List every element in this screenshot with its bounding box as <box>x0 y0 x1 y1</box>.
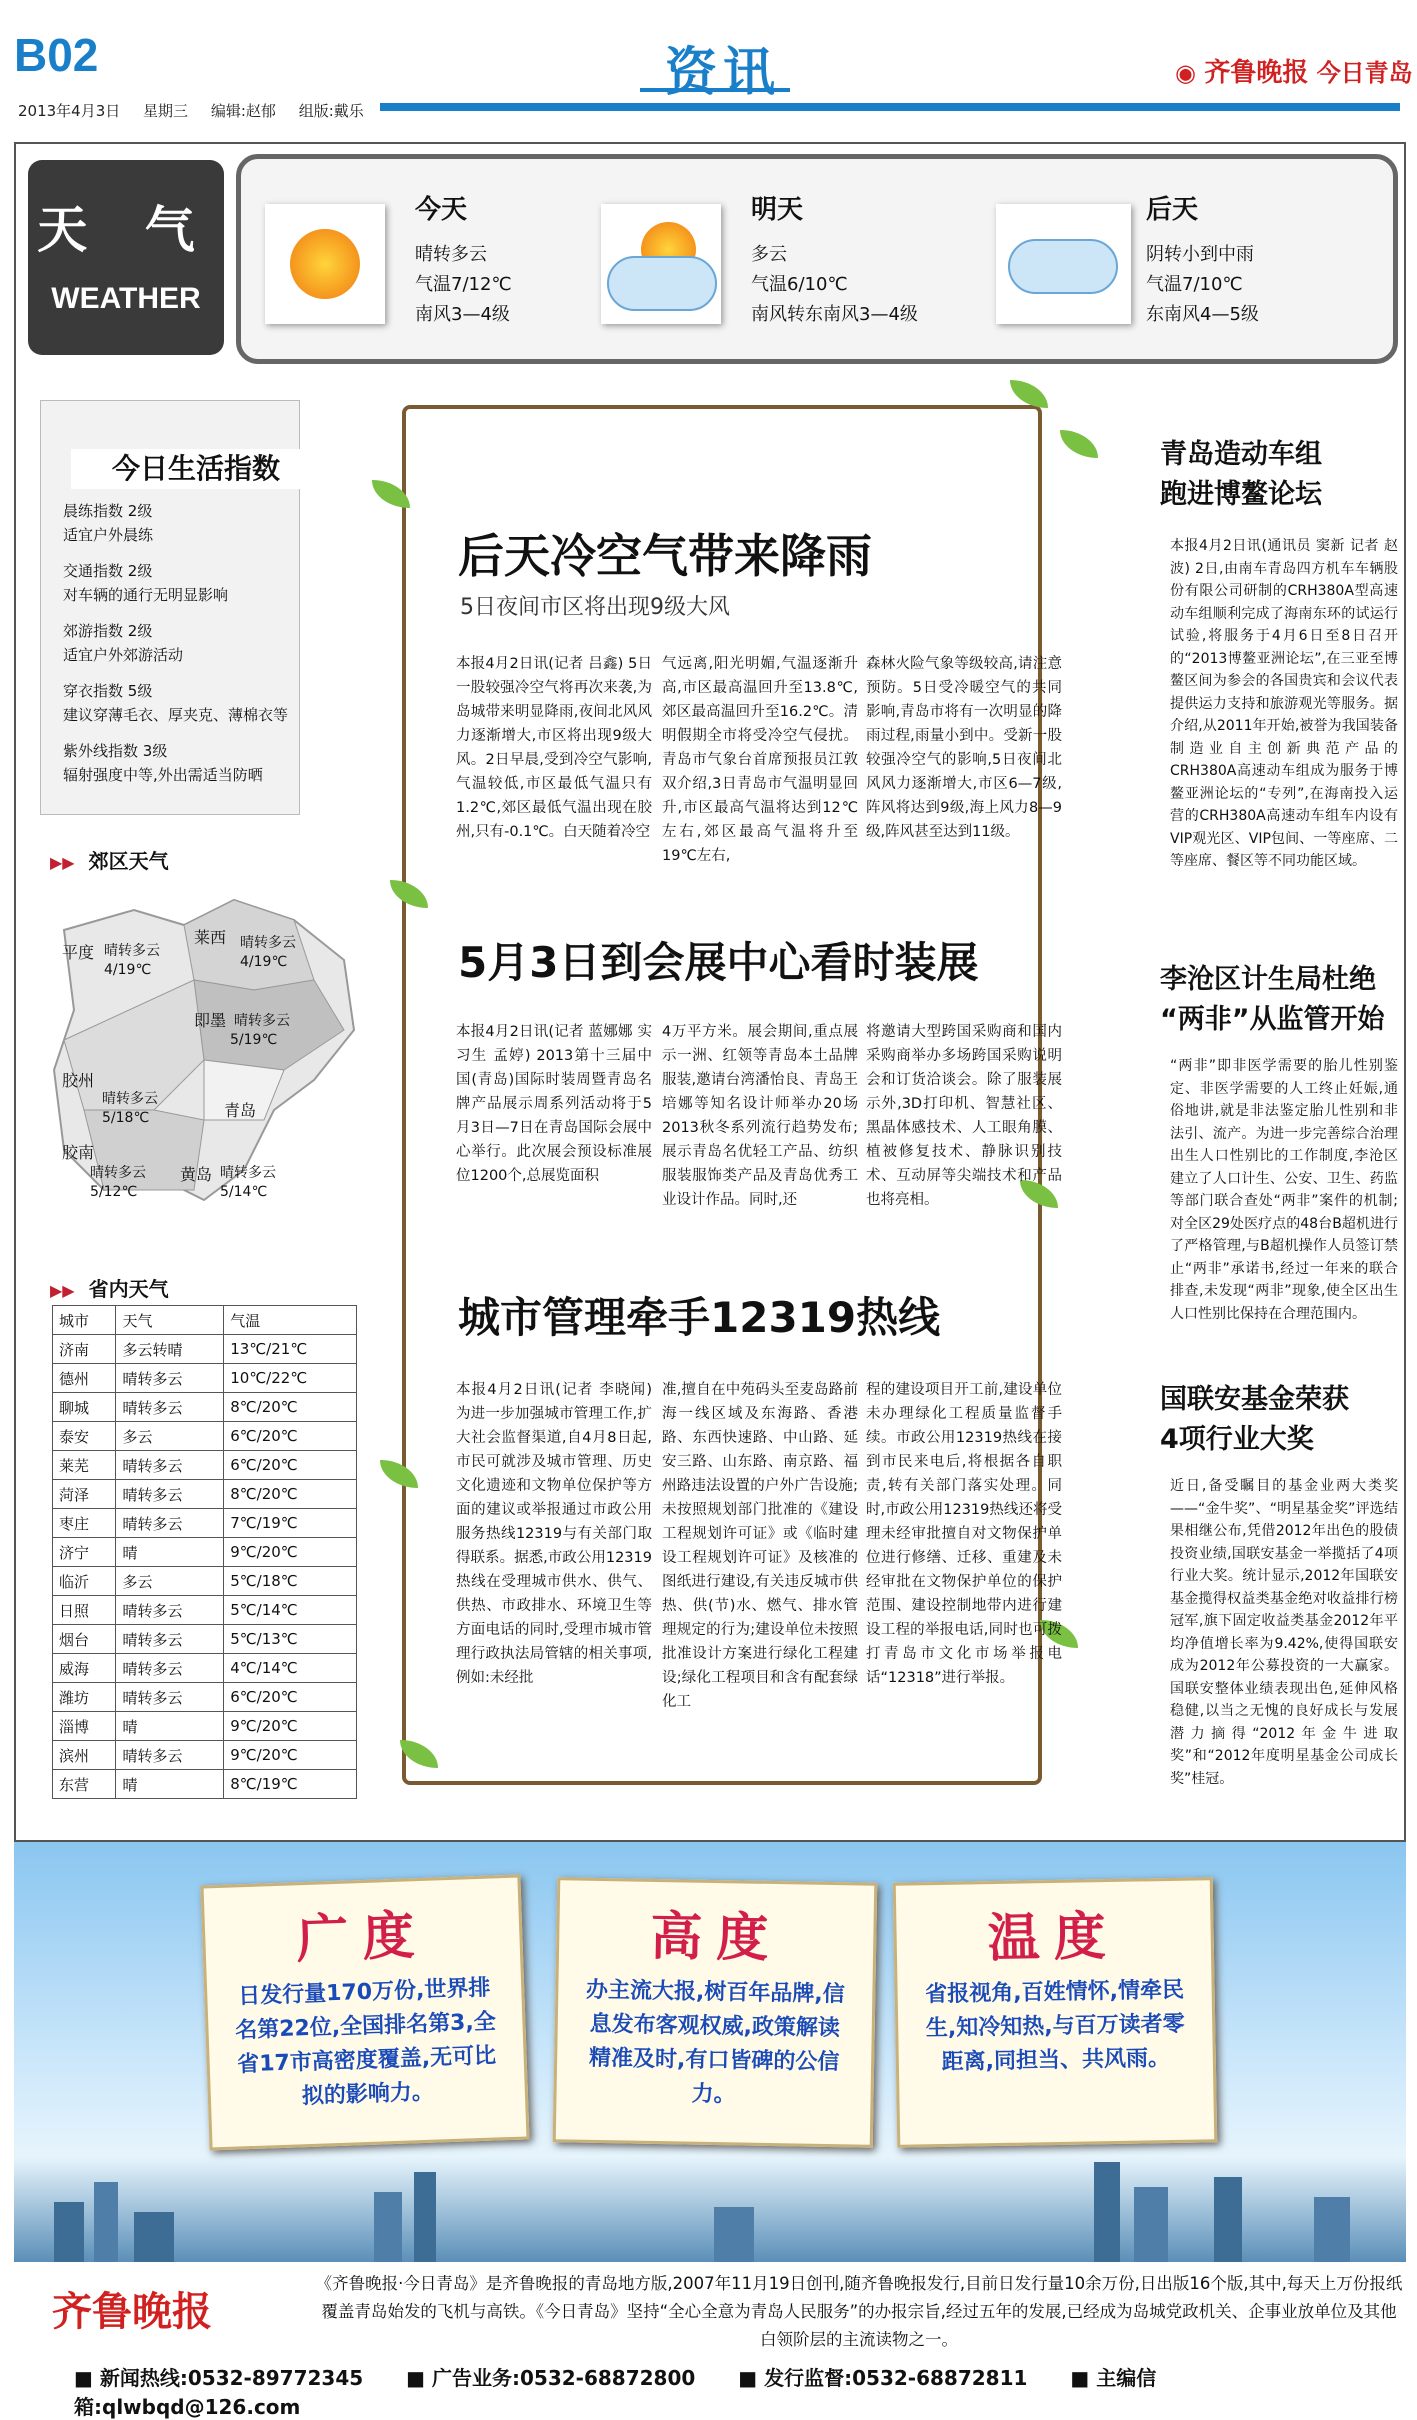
title-line: 国联安基金荣获 <box>1160 1384 1349 1415</box>
forecast-today <box>415 189 512 330</box>
section-title: 资讯 <box>665 42 782 103</box>
city-weather: 晴 <box>116 1770 224 1799</box>
city-temp: 8℃/20℃ <box>224 1480 357 1509</box>
table-row <box>53 1393 357 1422</box>
cloud-icon <box>996 204 1131 324</box>
index-desc: 建议穿薄毛衣、厚夹克、薄棉衣等 <box>63 706 289 724</box>
day-temp: 气温7/10℃ <box>1146 274 1243 295</box>
editor-email: ■ 主编信箱:qlwbqd@126.com <box>74 2366 1156 2419</box>
city-name: 莱芜 <box>53 1451 116 1480</box>
side-article-2-title <box>1160 960 1385 1040</box>
city-name: 济南 <box>53 1335 116 1364</box>
city-cond: 晴转多云 <box>240 935 296 951</box>
suburb-map <box>44 870 364 1240</box>
city-name: 德州 <box>53 1364 116 1393</box>
header-rule <box>380 103 1400 111</box>
day-condition: 晴转多云 <box>415 244 487 265</box>
city-temp: 4/19℃ <box>104 962 152 978</box>
article-2-col-2: 4万平方米。展会期间,重点展示一洲、红领等青岛本土品牌服装,邀请台湾潘怡良、青岛王培娜等知名设计师举办20场2013秋冬系列流行趋势发布;展示青岛名优轻工产品、纺织服装服饰类产品及青岛优秀工业设计作品。同时,还 <box>662 1024 858 1208</box>
table-row <box>53 1567 357 1596</box>
logo-brand: 齐鲁晚报 <box>1204 58 1309 88</box>
city-temp: 5℃/14℃ <box>224 1596 357 1625</box>
index-name: 晨练指数 <box>63 502 124 520</box>
city-temp: 6℃/20℃ <box>224 1451 357 1480</box>
city-temp: 13℃/21℃ <box>224 1335 357 1364</box>
index-level: 2级 <box>127 502 153 520</box>
city-label: 即墨 <box>194 1011 227 1030</box>
city-temp: 5/14℃ <box>220 1184 268 1200</box>
table-row <box>53 1451 357 1480</box>
title-line: “两非”从监管开始 <box>1160 1004 1385 1035</box>
index-name: 郊游指数 <box>63 622 124 640</box>
day-name: 明天 <box>751 195 804 225</box>
article-2-col-1: 本报4月2日讯(记者 蓝娜娜 实习生 孟婷) 2013第十三届中国(青岛)国际时装周暨青岛名牌产品展示周系列活动将于5月3日—7日在青岛国际会展中心举行。此次展会预设标准展位1200个,总展览面积 <box>456 1024 652 1184</box>
promo-card-warmth <box>893 1877 1218 2148</box>
life-index-card <box>40 400 300 815</box>
day-temp: 气温7/12℃ <box>415 274 512 295</box>
city-name: 泰安 <box>53 1422 116 1451</box>
article-3-col-2: 准,擅自在中苑码头至麦岛路前海一线区域及东海路、香港路、东西快速路、中山路、延安三路、山东路、南京路、福州路违法设置的户外广告设施;未按照规划部门批准的《建设工程规划许可证》或《临时建设工程规划许可证》及核准的图纸进行建设,有关违反城市供热、供(节)水、燃气、排水管理规定的行为;建设单位未按照批准设计方案进行绿化工程建设;绿化工程项目和含有配套绿化工 <box>662 1382 858 1710</box>
city-temp: 5℃/18℃ <box>224 1567 357 1596</box>
life-item <box>63 499 288 547</box>
city-name: 菏泽 <box>53 1480 116 1509</box>
article-1-col-2: 气远离,阳光明媚,气温逐渐升高,市区最高温回升至13.8℃,郊区最高温回升至16.2℃。清明假期全市将受冷空气侵扰。青岛市气象台首席预报员江敦双介绍,3日青岛市气温明显回升,市区最高气温将达到12℃左右,郊区最高气温将升至19℃左右, <box>662 656 858 864</box>
city-cond: 晴转多云 <box>102 1091 158 1107</box>
article-1-title: 后天冷空气带来降雨 <box>458 529 872 583</box>
city-name: 潍坊 <box>53 1683 116 1712</box>
city-name: 济宁 <box>53 1538 116 1567</box>
city-weather: 多云 <box>116 1422 224 1451</box>
city-weather: 晴转多云 <box>116 1509 224 1538</box>
table-row <box>53 1596 357 1625</box>
table-row <box>53 1422 357 1451</box>
table-row <box>53 1480 357 1509</box>
footer-about: 《齐鲁晚报·今日青岛》是齐鲁晚报的青岛地方版,2007年11月19日创刊,随齐鲁晚报发行,目前日发行量10余万份,日出版16个版,其中,每天上万份报纸覆盖青岛始发的飞机与高铁。《今日青岛》坚持“全心全意为青岛人民服务”的办报宗旨,经过五年的发展,已经成为岛城党政机关、企事业放单位及其他白领阶层的主流读物之一。 <box>315 2274 1403 2349</box>
forecast-tomorrow <box>751 189 918 330</box>
city-weather: 晴转多云 <box>116 1480 224 1509</box>
city-weather: 多云转晴 <box>116 1335 224 1364</box>
index-name: 交通指数 <box>63 562 124 580</box>
index-level: 2级 <box>127 622 153 640</box>
index-desc: 适宜户外晨练 <box>63 526 154 544</box>
day-temp: 气温6/10℃ <box>751 274 848 295</box>
day-name: 今天 <box>415 195 468 225</box>
side-article-3-title <box>1160 1380 1349 1460</box>
index-desc: 对车辆的通行无明显影响 <box>63 586 229 604</box>
table-row <box>53 1683 357 1712</box>
card-title: 温度 <box>987 1905 1121 1970</box>
city-name: 烟台 <box>53 1625 116 1654</box>
index-name: 紫外线指数 <box>63 742 139 760</box>
article-2-col-3: 将邀请大型跨国采购商和国内采购商举办多场跨国采购说明会和订货洽谈会。除了服装展示外,3D打印机、智慧社区、黑晶体感技术、人工眼角膜、植被修复技术、静脉识别技术、互动屏等尖端技术和产品也将亮相。 <box>866 1024 1062 1208</box>
distribution-hotline: ■ 发行监督:0532-68872811 <box>738 2366 1027 2390</box>
life-item <box>63 619 288 667</box>
city-weather: 晴转多云 <box>116 1683 224 1712</box>
col-temp: 气温 <box>224 1306 357 1335</box>
col-weather: 天气 <box>116 1306 224 1335</box>
day-wind: 南风3—4级 <box>415 304 510 325</box>
city-name: 淄博 <box>53 1712 116 1741</box>
issue-meta <box>18 100 382 121</box>
city-temp: 5/18℃ <box>102 1110 150 1126</box>
city-temp: 8℃/20℃ <box>224 1393 357 1422</box>
city-temp: 9℃/20℃ <box>224 1538 357 1567</box>
table-row <box>53 1654 357 1683</box>
side-article-2-body: “两非”即非医学需要的胎儿性别鉴定、非医学需要的人工终止妊娠,通俗地讲,就是非法鉴定胎儿性别和非法引、流产。为进一步完善综合治理出生人口性别比的工作制度,李沧区建立了人口计生、公安、卫生、药监等部门联合查处“两非”案件的机制;对全区29处医疗点的48台B超机进行了严格管理,与B超机操作人员签订禁止“两非”承诺书,经过一年来的联合排查,未发现“两非”现象,使全区出生人口性别比保持在合理范围内。 <box>1170 1058 1398 1322</box>
day-wind: 东南风4—5级 <box>1146 304 1259 325</box>
article-1-subtitle: 5日夜间市区将出现9级大风 <box>460 595 730 620</box>
weather-title-en: WEATHER <box>51 282 201 315</box>
city-weather: 晴转多云 <box>116 1364 224 1393</box>
side-article-1-title <box>1160 435 1322 515</box>
article-2-title: 5月3日到会展中心看时装展 <box>458 938 979 987</box>
city-weather: 晴转多云 <box>116 1393 224 1422</box>
article-3-col-3: 程的建设项目开工前,建设单位未办理绿化工程质量监督手续。市政公用12319热线在接到市民来电后,将根据各自职责,转有关部门落实处理。同时,市政公用12319热线还将受理未经审批擅自对文物保护单位进行修缮、迁移、重建及未经审批在文物保护单位的保护范围、建设控制地带内进行建设工程的举报电话,同时也可拨打青岛市文化市场举报电话“12318”进行举报。 <box>866 1382 1062 1686</box>
city-skyline <box>14 2162 1406 2262</box>
sun-icon <box>265 204 385 324</box>
city-cond: 晴转多云 <box>220 1165 276 1181</box>
title-line: 4项行业大奖 <box>1160 1424 1314 1455</box>
table-row <box>53 1770 357 1799</box>
article-3-title: 城市管理牵手12319热线 <box>458 1293 941 1342</box>
city-name: 临沂 <box>53 1567 116 1596</box>
city-temp: 5/12℃ <box>90 1184 138 1200</box>
card-body: 办主流大报,树百年品牌,信息发布客观权威,政策解读精准及时,有口皆碑的公信力。 <box>585 1977 845 2108</box>
card-body: 日发行量170万份,世界排名第22位,全国排名第3,全省17市高密度覆盖,无可比拟的影响力。 <box>234 1975 497 2110</box>
province-weather-heading: ▶▶ 省内天气 <box>50 1273 169 1302</box>
logo-icon: ◉ <box>1175 58 1196 87</box>
city-weather: 晴转多云 <box>116 1596 224 1625</box>
day-wind: 南风转东南风3—4级 <box>751 304 918 325</box>
city-name: 东营 <box>53 1770 116 1799</box>
city-weather: 晴转多云 <box>116 1741 224 1770</box>
city-temp: 6℃/20℃ <box>224 1683 357 1712</box>
promo-card-height <box>553 1877 878 2148</box>
life-item <box>63 679 288 727</box>
city-name: 威海 <box>53 1654 116 1683</box>
ad-hotline: ■ 广告业务:0532-68872800 <box>406 2366 695 2390</box>
page-number: B02 <box>14 29 99 81</box>
card-title: 广度 <box>295 1904 430 1971</box>
card-title: 高度 <box>649 1905 783 1970</box>
city-temp: 4℃/14℃ <box>224 1654 357 1683</box>
weather-panel <box>236 154 1398 364</box>
issue-weekday: 星期三 <box>143 102 189 120</box>
city-temp: 6℃/20℃ <box>224 1422 357 1451</box>
title-line: 李沧区计生局杜绝 <box>1160 964 1376 995</box>
table-row <box>53 1364 357 1393</box>
city-cond: 晴转多云 <box>90 1165 146 1181</box>
card-body: 省报视角,百姓情怀,情牵民生,知冷知热,与百万读者零距离,同担当、共风雨。 <box>925 1977 1185 2075</box>
table-row <box>53 1509 357 1538</box>
city-temp: 4/19℃ <box>240 954 288 970</box>
index-level: 2级 <box>127 562 153 580</box>
weather-badge <box>28 160 224 355</box>
city-temp: 5/19℃ <box>230 1032 278 1048</box>
city-label: 莱西 <box>194 928 227 947</box>
city-weather: 晴 <box>116 1538 224 1567</box>
title-line: 青岛造动车组 <box>1160 439 1322 470</box>
promo-card-breadth <box>200 1874 529 2150</box>
footer-contacts <box>74 2362 1406 2420</box>
city-name: 日照 <box>53 1596 116 1625</box>
city-weather: 晴转多云 <box>116 1654 224 1683</box>
city-name: 聊城 <box>53 1393 116 1422</box>
layout-editor: 组版:戴乐 <box>298 102 364 120</box>
city-temp: 9℃/20℃ <box>224 1741 357 1770</box>
table-row <box>53 1335 357 1364</box>
col-city: 城市 <box>53 1306 116 1335</box>
article-1-col-3: 森林火险气象等级较高,请注意预防。5日受冷暖空气的共同影响,青岛市将有一次明显的降雨过程,雨量小到中。受新一股较强冷空气的影响,5日夜间北风风力逐渐增大,市区6—7级,阵风将达到9级,海上风力8—9级,阵风甚至达到11级。 <box>866 656 1062 840</box>
table-row <box>53 1625 357 1654</box>
city-temp: 7℃/19℃ <box>224 1509 357 1538</box>
index-desc: 适宜户外郊游活动 <box>63 646 184 664</box>
index-name: 穿衣指数 <box>63 682 124 700</box>
city-weather: 晴转多云 <box>116 1451 224 1480</box>
city-name: 滨州 <box>53 1741 116 1770</box>
city-weather: 多云 <box>116 1567 224 1596</box>
life-item <box>63 559 288 607</box>
city-temp: 8℃/19℃ <box>224 1770 357 1799</box>
footer-logo: 齐鲁晚报 <box>52 2288 212 2335</box>
suburb-weather-heading: ▶▶ 郊区天气 <box>50 845 169 874</box>
city-label: 黄岛 <box>180 1165 213 1184</box>
weather-title-cn: 天 气 <box>37 200 215 259</box>
title-line: 跑进博鳌论坛 <box>1160 479 1322 510</box>
table-header <box>53 1306 357 1335</box>
table-row <box>53 1538 357 1567</box>
editor: 编辑:赵郁 <box>210 102 276 120</box>
city-label: 胶南 <box>62 1143 95 1162</box>
index-level: 3级 <box>142 742 168 760</box>
day-name: 后天 <box>1146 195 1199 225</box>
city-temp: 9℃/20℃ <box>224 1712 357 1741</box>
side-article-1-body: 本报4月2日讯(通讯员 窦新 记者 赵波) 2日,由南车青岛四方机车车辆股份有限公司研制的CRH380A型高速动车组顺利完成了海南东环的试运行试验,将服务于4月6日至8日召开的“2013博鳌亚洲论坛”,在三亚至博鳌区间为参会的各国贵宾和会议代表提供运力支持和旅游观光等服务。据介绍,从2011年开始,被誉为我国装备制造业自主创新典范产品的CRH380A高速动车组成为服务于博鳌亚洲论坛的“专列”,在海南投入运营的CRH380A高速动车组车内设有VIP观光区、VIP包间、一等座席、二等座席、餐区等不同功能区域。 <box>1170 538 1398 869</box>
city-label: 胶州 <box>62 1071 95 1090</box>
city-name: 枣庄 <box>53 1509 116 1538</box>
life-index-title: 今日生活指数 <box>71 449 321 489</box>
city-label: 平度 <box>62 943 95 962</box>
partly-cloudy-icon <box>601 204 721 324</box>
article-3-col-1: 本报4月2日讯(记者 李晓闻) 为进一步加强城市管理工作,扩大社会监督渠道,自4月8日起,市民可就涉及城市管理、历史文化遗迹和文物单位保护等方面的建议或举报通过市政公用服务热线12319与有关部门取得联系。据悉,市政公用12319热线在受理城市供水、供气、供热、市政排水、环境卫生等方面电话的同时,受理市城市管理行政执法局管辖的相关事项,例如:未经批 <box>456 1382 652 1686</box>
city-weather: 晴 <box>116 1712 224 1741</box>
news-hotline: ■ 新闻热线:0532-89772345 <box>74 2366 363 2390</box>
city-temp: 10℃/22℃ <box>224 1364 357 1393</box>
forecast-day-after <box>1146 189 1259 330</box>
day-condition: 阴转小到中雨 <box>1146 244 1254 265</box>
city-cond: 晴转多云 <box>234 1013 290 1029</box>
table-row <box>53 1741 357 1770</box>
life-item <box>63 739 288 787</box>
province-weather-table <box>52 1305 357 1799</box>
city-weather: 晴转多云 <box>116 1625 224 1654</box>
city-temp: 5℃/13℃ <box>224 1625 357 1654</box>
footer <box>14 2262 1406 2419</box>
table-row <box>53 1712 357 1741</box>
index-level: 5级 <box>127 682 153 700</box>
side-article-3-body: 近日,备受瞩目的基金业两大类奖——“金牛奖”、“明星基金奖”评选结果相继公布,凭借2012年出色的股债投资业绩,国联安基金一举揽括了4项行业大奖。统计显示,2012年国联安基金揽得权益类基金绝对收益排行榜冠军,旗下固定收益类基金2012年平均净值增长率为9.42%,使得国联安成为2012年公募投资的一大赢家。国联安整体业绩表现出色,延伸风格稳健,以当之无愧的良好成长与发展潜力摘得“2012年金牛进取奖”和“2012年度明星基金公司成长奖”桂冠。 <box>1170 1478 1398 1787</box>
issue-date: 2013年4月3日 <box>18 102 121 120</box>
city-label: 青岛 <box>224 1101 257 1120</box>
day-condition: 多云 <box>751 244 787 265</box>
logo-edition: 今日青岛 <box>1316 58 1413 87</box>
city-cond: 晴转多云 <box>104 943 160 959</box>
article-1-col-1: 本报4月2日讯(记者 吕鑫) 5日一股较强冷空气将再次来袭,为岛城带来明显降雨,夜间北风风力逐渐增大,市区将出现9级大风。2日早晨,受到冷空气影响,气温较低,市区最低气温只有1.2℃,郊区最低气温出现在胶州,只有-0.1℃。白天随着冷空 <box>456 656 652 840</box>
index-desc: 辐射强度中等,外出需适当防晒 <box>63 766 263 784</box>
masthead-logo <box>1175 52 1413 89</box>
